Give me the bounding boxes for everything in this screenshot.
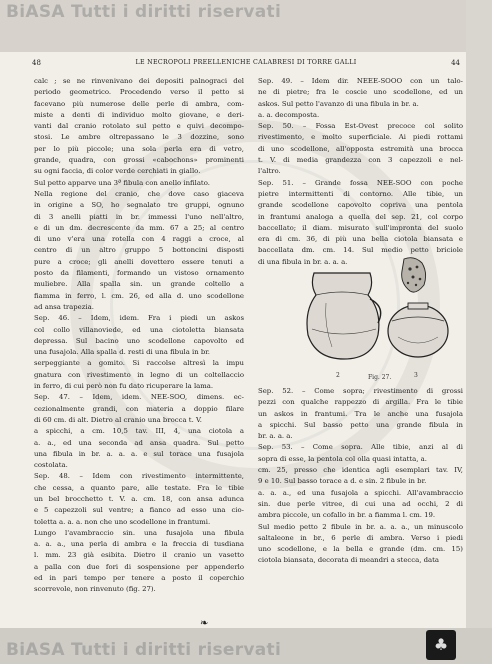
text-line: rivestimento, e molto superficiale. Ai piedi rottami: [258, 133, 463, 142]
corner-logo-button[interactable]: [426, 630, 456, 660]
text-line: una fibula in br. a. a. a. e sul torace una fusajola: [34, 449, 244, 458]
text-line: depressa. Sul bacino uno scodellone capovolto ed: [34, 336, 244, 345]
right-column-text-bottom: [258, 386, 463, 567]
figure-label-right: 3: [414, 372, 418, 379]
text-line: ambra piccole, un cofallo in br. a fiamma l. cm. 19.: [258, 511, 436, 520]
text-line: uno scodellone, e la bella e grande (dm. cm. 15): [258, 545, 463, 554]
text-line: per lo più piccole; una sola perla era di vetro,: [34, 144, 244, 153]
text-line: di 3 anelli piatti in br. immessi l'uno nell'altro,: [34, 212, 244, 221]
text-line: grande, quadra, con grossi «cabochons» prominenti: [34, 156, 244, 165]
text-line: costolata.: [34, 461, 68, 470]
running-header: [32, 59, 460, 71]
text-line: pezzi con qualche rappezzo di argilla. Fra le tibie: [258, 398, 463, 407]
text-line: e di un dm. decrescente da mm. 67 a 25; al centro: [34, 223, 244, 232]
text-line: posto da filamenti, formando un vistoso ornamento: [34, 269, 244, 278]
vessel-jar-icon: [307, 273, 381, 359]
text-line: calc ; se ne rinvenivano dei depositi palnograci del: [34, 77, 244, 85]
text-line: un bel brocchetto t. V. a. cm. 18, con ansa adunca: [34, 494, 244, 503]
text-line: serpeggiante a gomito. Si raccolse altresì la impu: [34, 359, 244, 368]
text-line: fiamma in ferro, l. cm. 26, ed alla d. uno scodellone: [34, 291, 244, 300]
right-column-text-top: [258, 76, 463, 268]
text-line: gnatura con rivestimento in legno di un coltellaccio: [34, 370, 244, 379]
text-line: Sep. 49. – Idem dir. NEEE-SOOO con un talo-: [258, 77, 463, 85]
text-line: vanti dal cranio rotolato sul petto e quivi decompo-: [34, 122, 244, 131]
text-line: di uno v'era una rotella con 4 raggi a croce, al: [34, 235, 244, 244]
text-line: centro di un altro gruppo 5 bottoncini disposti: [34, 246, 244, 255]
figure-caption: Fig. 27.: [368, 374, 392, 381]
text-line: Sul medio petto 2 fibule in br. a. a. a., un minuscolo: [258, 522, 463, 531]
text-line: a. a. decomposta.: [258, 110, 320, 119]
text-line: a. a., ed una seconda ad ansa quadra. Sul petto: [34, 438, 244, 447]
text-line: stosi. Le ambre oltrepassano le 3 dozzine, sono: [34, 133, 244, 142]
text-line: ed in pari tempo per tenere a posto il coperchio: [34, 574, 244, 583]
text-line: che cessa, a quanto pare, alle testate. Fra le tibie: [34, 483, 244, 492]
text-line: di uno scodellone, all'opposta estremità una brocca: [258, 144, 463, 153]
figure-vessels: [296, 255, 456, 383]
text-line: baccellata dm. cm. 14. Sul medio petto briciole: [258, 246, 463, 255]
left-column-text: [34, 76, 244, 596]
text-line: a. a. a., ed una fusajola a spicchi. All'avambraccio: [258, 488, 463, 497]
text-line: Sep. 52. – Come sopra; rivestimento di grossi: [258, 387, 463, 395]
text-line: ciotola biansata, decorata di meandri a stecca, data: [258, 556, 440, 565]
text-line: Sep. 53. – Come sopra. Alle tibie, anzi al di: [258, 443, 463, 452]
text-line: grande scodellone capovolto copriva una pentola: [258, 201, 463, 210]
vessel-fragment-icon: [402, 258, 426, 292]
text-line: t. V. di media grandezza con 3 capezzoli e nel-: [258, 156, 463, 165]
text-line: Lungo l'avambraccio sin. una fusajola una fibula: [34, 528, 244, 537]
text-line: toletta a. a. a. non che uno scodellone in frantumi.: [34, 517, 211, 526]
text-line: askos. Sul petto l'avanzo di una fibula in br. a.: [258, 99, 419, 108]
text-line: scorrevole, non rinvenuto (fig. 27).: [34, 585, 156, 594]
text-line: Sep. 50. – Fossa Est-Ovest precoce col solito: [258, 122, 463, 131]
text-line: Sep. 46. – Idem, idem. Fra i piedi un askos: [34, 314, 244, 323]
page-number-left: 48: [32, 59, 41, 67]
text-line: in frantumi analoga a quella del sep. 21, col corpo: [258, 212, 463, 221]
vessel-pot-icon: [388, 303, 448, 357]
text-line: cm. 25, presso che identica agli esemplari tav. IV,: [258, 466, 463, 475]
text-line: facevano più numerose delle perle di ambra, com-: [34, 99, 244, 108]
text-line: e 5 capezzoli sul ventre; a fianco ad esso una cio-: [34, 506, 244, 515]
corner-logo-icon: ♣: [433, 635, 449, 654]
text-line: col collo villanoviede, ed una ciotoletta biansata: [34, 325, 244, 334]
text-line: a spicchi. Sul basso petto una grande fibula in: [258, 420, 463, 429]
text-line: un askos in frantumi. Tra le anche una fusajola: [258, 409, 463, 418]
scan-right-band: [466, 0, 492, 664]
text-line: in origine a SO, ho segnalato tre gruppi, ognuno: [34, 201, 244, 210]
text-line: di 60 cm. di alt. Dietro al cranio una brocca t. V.: [34, 415, 202, 424]
text-line: miste a denti di individuo molto giovane, e deri-: [34, 110, 244, 119]
ornament-fleuron-icon: ❧: [200, 618, 209, 629]
text-line: Sep. 51. – Grande fossa NEE-SOO con poche: [258, 178, 463, 187]
text-line: l. mm. 23 già esibita. Dietro il cranio un vasetto: [34, 551, 244, 560]
text-line: baccellato; il diam. misurato sull'impronta del suolo: [258, 223, 463, 232]
text-line: una fusajola. Alla spalla d. resti di una fibula in br.: [34, 348, 210, 357]
text-line: in ferro, di cui però non fu dato ricuperare la lama.: [34, 382, 214, 391]
text-line: br. a. a. a.: [258, 432, 293, 441]
text-line: a spicchi, a cm. 10,5 tav. III, 4, una ciotola a: [34, 427, 244, 436]
text-line: periodo geometrico. Procedendo verso il petto si: [34, 88, 244, 97]
text-line: sin. due perle vitree, di cui una ad occhi, 2 di: [258, 499, 463, 508]
text-line: Sep. 47. – Idem, idem. NEE-SOO, dimens. ec-: [34, 393, 244, 402]
text-line: Sep. 48. – Idem con rivestimento intermittente,: [34, 472, 244, 481]
text-line: Sul petto apparve una 3ª fibula con anello infilato.: [34, 178, 210, 187]
running-title: LE NECROPOLI PREELLENICHE CALABRESI DI TORRE GALLI: [135, 59, 357, 66]
figure-label-left: 2: [336, 372, 340, 379]
watermark-bottom: BiASA Tutti i diritti riservati: [6, 640, 282, 660]
text-line: a. a. a., una perla di ambra e la freccia di tusdiana: [34, 540, 244, 549]
text-line: cezionalmente grandi, con materia a doppio filare: [34, 404, 244, 413]
text-line: Nella regione del cranio, che dove caso giaceva: [34, 189, 244, 198]
text-line: muliebre. Alla spalla sin. un grande coltello a: [34, 280, 244, 289]
text-line: su ogni faccia, di color verde cerchiati in giallo.: [34, 167, 201, 176]
text-line: pietre intermittenti di contorno. Alle tibie, un: [258, 189, 463, 198]
text-line: sopra di esse, la pentola col olla quasi intatta, a.: [258, 454, 427, 463]
text-line: saltaleone in br., 6 perle di ambra. Verso i piedi: [258, 533, 463, 542]
text-line: l'altro.: [258, 167, 281, 176]
text-line: 9 e 10. Sul basso torace a d. e sin. 2 fibule in br.: [258, 477, 427, 486]
text-line: ne di pietre; fra le coscie uno scodellone, ed un: [258, 88, 463, 97]
watermark-top: BiASA Tutti i diritti riservati: [6, 2, 282, 22]
text-line: pure a croce; gli anelli dovettero essere tenuti a: [34, 257, 244, 266]
text-line: ad ansa trapezia.: [34, 302, 94, 311]
text-line: era di cm. 36, di più una bella ciotola biansata e: [258, 235, 463, 244]
page-number-right: 44: [451, 59, 460, 67]
text-line: a palla con due fori di sospensione per appenderlo: [34, 562, 244, 571]
text-line: di una fibula in br. a. a. a.: [258, 257, 348, 266]
